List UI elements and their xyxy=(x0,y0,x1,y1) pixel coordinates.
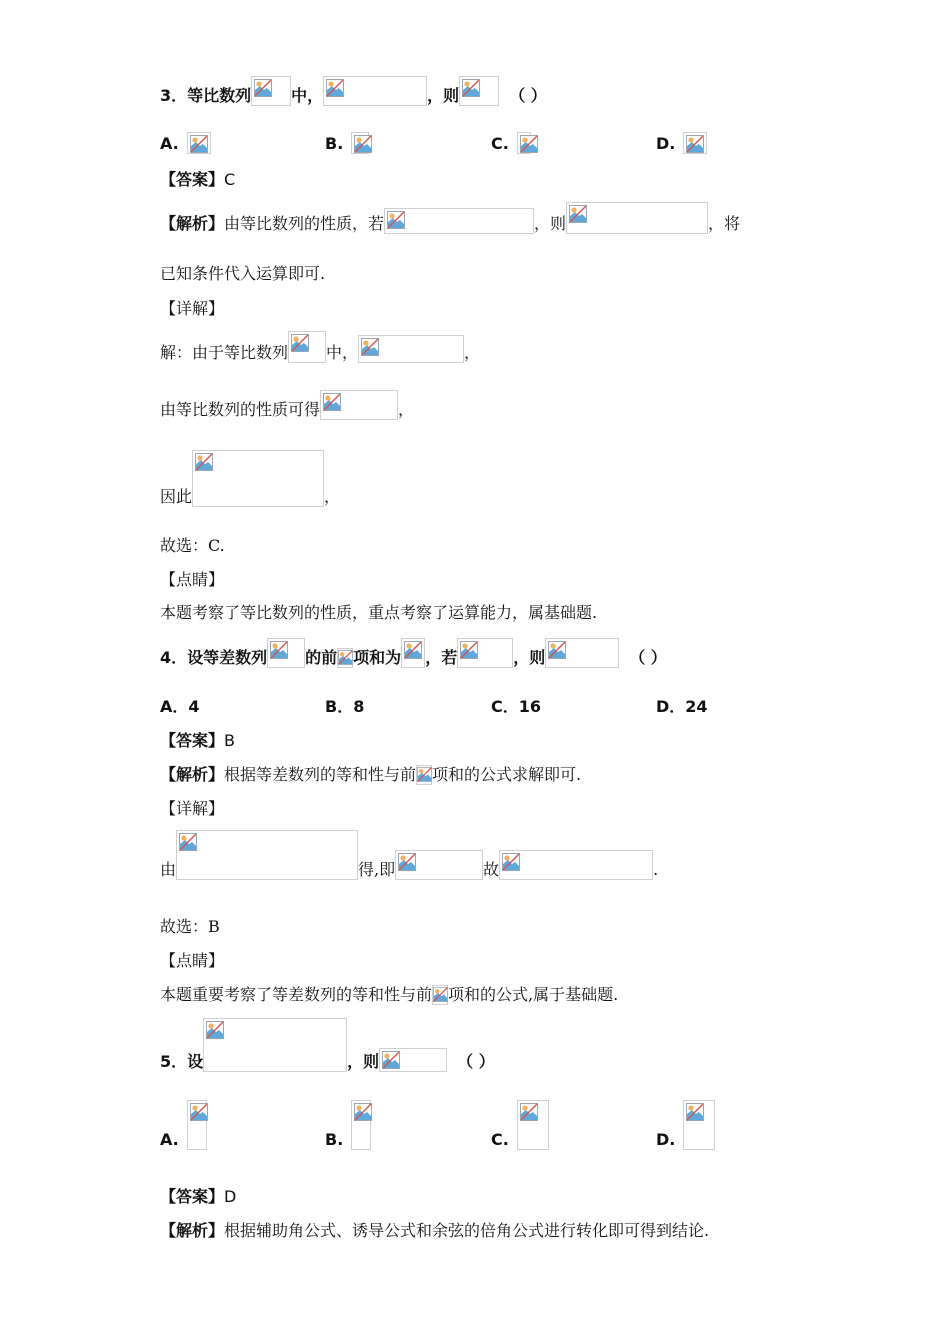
formula-image xyxy=(187,132,211,154)
answer-paren: （ ） xyxy=(509,86,547,105)
analysis-text: 根据辅助角公式、诱导公式和余弦的倍角公式进行转化即可得到结论. xyxy=(224,1221,710,1240)
broken-image-icon xyxy=(520,135,538,153)
option-d xyxy=(656,1100,715,1150)
q3-detail-2 xyxy=(160,390,414,420)
q3-analysis xyxy=(160,202,740,234)
option-label: C. xyxy=(491,1130,509,1149)
question-number: 4． xyxy=(160,648,188,667)
q5-analysis xyxy=(160,1221,709,1241)
answer-tag: 【答案】 xyxy=(160,731,225,750)
option-label: B．8 xyxy=(325,697,365,716)
q3-detail-tag xyxy=(160,299,224,319)
formula-image xyxy=(395,850,483,880)
question-number: 5． xyxy=(160,1052,188,1071)
broken-image-icon xyxy=(433,987,448,1002)
formula-image xyxy=(267,638,305,668)
broken-image-icon xyxy=(686,1103,704,1121)
detail-text: ， xyxy=(464,343,481,362)
option-c xyxy=(491,697,541,717)
formula-image xyxy=(517,132,531,154)
detail-text: 由等比数列的性质可得 xyxy=(160,400,321,419)
broken-image-icon xyxy=(338,650,353,665)
formula-image xyxy=(379,1048,447,1072)
formula-image xyxy=(432,985,448,1005)
option-b xyxy=(325,1100,371,1150)
formula-image xyxy=(416,765,432,785)
formula-image xyxy=(351,132,369,154)
detail-text: 故 xyxy=(483,860,500,879)
analysis-text: 已知条件代入运算即可. xyxy=(160,264,326,283)
broken-image-icon xyxy=(361,338,379,356)
answer-tag: 【答案】 xyxy=(160,170,225,189)
option-a xyxy=(160,697,200,717)
broken-image-icon xyxy=(417,767,432,782)
q3-detail-1 xyxy=(160,331,480,363)
formula-image xyxy=(517,1100,549,1150)
option-label: D. xyxy=(656,134,676,153)
stem-text: 的前 xyxy=(305,648,338,667)
remark-text: 项和的公式,属于基础题. xyxy=(448,985,619,1004)
formula-image xyxy=(499,850,653,880)
broken-image-icon xyxy=(502,853,520,871)
detail-text: 得,即 xyxy=(358,860,396,879)
formula-image xyxy=(320,390,398,420)
formula-image xyxy=(288,331,326,363)
broken-image-icon xyxy=(326,79,344,97)
option-a xyxy=(160,132,211,154)
stem-text: 中， xyxy=(291,86,324,105)
broken-image-icon xyxy=(254,79,272,97)
detail-text: ， xyxy=(398,400,415,419)
detail-tag: 【详解】 xyxy=(160,799,225,818)
broken-image-icon xyxy=(569,205,587,223)
formula-image xyxy=(337,648,353,668)
broken-image-icon xyxy=(206,1021,224,1039)
analysis-text: ，将 xyxy=(708,214,741,233)
detail-text: 由 xyxy=(160,860,177,879)
broken-image-icon xyxy=(195,453,213,471)
formula-image xyxy=(187,1100,207,1150)
broken-image-icon xyxy=(548,641,566,659)
answer-paren: （ ） xyxy=(629,648,667,667)
stem-text: 设等差数列 xyxy=(187,648,268,667)
answer-value: B xyxy=(224,731,235,750)
q3-stem xyxy=(160,76,547,106)
analysis-tag: 【解析】 xyxy=(160,765,225,784)
broken-image-icon xyxy=(179,833,197,851)
choose-text: 故选：B xyxy=(160,917,220,936)
choose-text: 故选：C. xyxy=(160,536,225,555)
formula-image xyxy=(192,450,324,507)
formula-image xyxy=(251,76,291,106)
option-label: A. xyxy=(160,134,179,153)
option-c xyxy=(491,132,531,154)
broken-image-icon xyxy=(404,641,422,659)
q3-remark-tag xyxy=(160,570,224,590)
broken-image-icon xyxy=(291,334,309,352)
remark-tag: 【点睛】 xyxy=(160,951,225,970)
answer-value: C xyxy=(224,170,236,189)
option-b xyxy=(325,132,369,154)
option-d xyxy=(656,697,708,717)
broken-image-icon xyxy=(398,853,416,871)
formula-image xyxy=(203,1018,347,1072)
option-label: A. xyxy=(160,1130,179,1149)
formula-image xyxy=(545,638,619,668)
q4-detail-tag xyxy=(160,799,224,819)
broken-image-icon xyxy=(323,393,341,411)
broken-image-icon xyxy=(190,1103,208,1121)
detail-text: 中， xyxy=(326,343,359,362)
q5-answer xyxy=(160,1187,236,1207)
detail-text: 因此 xyxy=(160,487,193,506)
formula-image xyxy=(566,202,708,234)
q4-answer xyxy=(160,731,235,751)
q4-analysis xyxy=(160,765,581,785)
remark-text: 本题重要考察了等差数列的等和性与前 xyxy=(160,985,433,1004)
broken-image-icon xyxy=(190,135,208,153)
formula-image xyxy=(683,132,707,154)
remark-tag: 【点睛】 xyxy=(160,570,225,589)
broken-image-icon xyxy=(270,641,288,659)
q4-remark xyxy=(160,985,618,1005)
analysis-text: ，则 xyxy=(534,214,567,233)
option-label: B. xyxy=(325,134,344,153)
detail-text: 解：由于等比数列 xyxy=(160,343,289,362)
broken-image-icon xyxy=(460,641,478,659)
q3-answer xyxy=(160,170,235,190)
analysis-tag: 【解析】 xyxy=(160,1221,225,1240)
q3-detail-3 xyxy=(160,450,340,507)
stem-text: 设 xyxy=(187,1052,204,1071)
formula-image xyxy=(457,638,513,668)
formula-image xyxy=(176,830,358,880)
q4-detail-1 xyxy=(160,830,658,880)
detail-tag: 【详解】 xyxy=(160,299,225,318)
broken-image-icon xyxy=(387,211,405,229)
option-a xyxy=(160,1100,207,1150)
formula-image xyxy=(384,208,534,234)
option-label: B. xyxy=(325,1130,344,1149)
question-number: 3． xyxy=(160,86,188,105)
option-label: C．16 xyxy=(491,697,542,716)
answer-paren: （ ） xyxy=(457,1052,495,1071)
stem-text: ，则 xyxy=(427,86,460,105)
detail-text: . xyxy=(653,860,659,879)
analysis-text: 项和的公式求解即可. xyxy=(432,765,582,784)
stem-text: ，则 xyxy=(347,1052,380,1071)
broken-image-icon xyxy=(462,79,480,97)
q4-choose xyxy=(160,917,220,937)
formula-image xyxy=(323,76,427,106)
option-b xyxy=(325,697,364,717)
detail-text: ， xyxy=(324,487,341,506)
option-label: A．4 xyxy=(160,697,200,716)
answer-tag: 【答案】 xyxy=(160,1187,225,1206)
q3-choose xyxy=(160,536,225,556)
broken-image-icon xyxy=(382,1051,400,1069)
formula-image xyxy=(358,335,464,363)
analysis-text: 由等比数列的性质，若 xyxy=(224,214,385,233)
broken-image-icon xyxy=(354,135,372,153)
option-label: C. xyxy=(491,134,509,153)
option-c xyxy=(491,1100,549,1150)
stem-text: ，则 xyxy=(513,648,546,667)
option-label: D. xyxy=(656,1130,676,1149)
formula-image xyxy=(401,638,425,668)
stem-text: 等比数列 xyxy=(187,86,252,105)
broken-image-icon xyxy=(520,1103,538,1121)
stem-text: ，若 xyxy=(425,648,458,667)
option-label: D．24 xyxy=(656,697,708,716)
stem-text: 项和为 xyxy=(353,648,402,667)
q3-remark xyxy=(160,603,597,623)
q5-stem xyxy=(160,1018,495,1072)
q4-stem xyxy=(160,638,667,668)
formula-image xyxy=(459,76,499,106)
q3-analysis-line2 xyxy=(160,264,325,284)
formula-image xyxy=(683,1100,715,1150)
remark-text: 本题考察了等比数列的性质，重点考察了运算能力，属基础题. xyxy=(160,603,598,622)
option-d xyxy=(656,132,707,154)
formula-image xyxy=(351,1100,371,1150)
broken-image-icon xyxy=(686,135,704,153)
answer-value: D xyxy=(224,1187,237,1206)
analysis-tag: 【解析】 xyxy=(160,214,225,233)
analysis-text: 根据等差数列的等和性与前 xyxy=(224,765,417,784)
broken-image-icon xyxy=(354,1103,372,1121)
q4-remark-tag xyxy=(160,951,224,971)
